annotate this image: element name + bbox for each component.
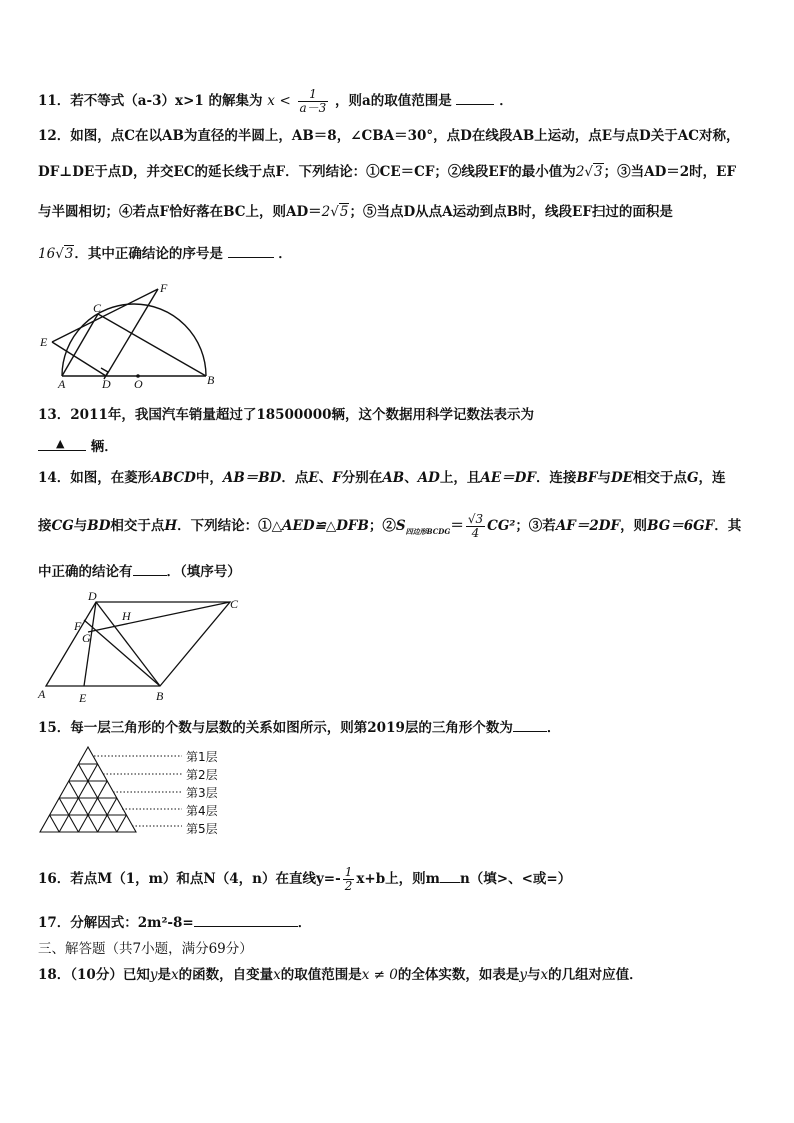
diag-l-4 — [117, 815, 127, 832]
q13-answer-blank[interactable] — [38, 438, 86, 451]
q12-radicand: 3 — [594, 164, 603, 180]
q11-suffix: ，则a的取值范围是 — [335, 93, 452, 109]
q14-answer-blank[interactable] — [133, 563, 167, 576]
q14-BD: BD — [87, 518, 111, 534]
q14-t17: ．其 — [714, 518, 742, 534]
q18-x3: x — [540, 967, 549, 983]
segment-CB — [98, 314, 206, 376]
q14-t9: ，连 — [698, 470, 726, 486]
diag-r-4 — [50, 815, 60, 832]
q14-t3: ．点 — [281, 470, 309, 486]
section-3-heading: 三、解答题（共7小题，满分69分） — [38, 941, 253, 957]
q14-DE: DE — [610, 470, 633, 486]
layer-3-label: 第3层 — [186, 786, 218, 800]
label-A: A — [38, 687, 46, 701]
q18-t5: 的全体实数，如表是 — [397, 967, 520, 983]
q14-line1 — [38, 469, 725, 487]
q14-sep: 、 — [318, 470, 333, 486]
q12-line4 — [38, 245, 292, 263]
q12-sqrt-16root3: 16√3 — [38, 246, 74, 262]
q11-fraction — [298, 88, 329, 115]
question-11 — [38, 88, 513, 115]
q12-radicand2: 5 — [339, 204, 349, 220]
q12-line1: 12．如图，点C在以AB为直径的半圆上，AB＝8，∠CBA＝30°，点D在线段AB上运动，点E与点D关于AC对称， — [38, 128, 740, 144]
q14-t13: ．下列结论：① — [177, 518, 272, 534]
q12-coef: 2 — [575, 164, 585, 180]
q18-t1: 18．（10分）已知 — [38, 967, 150, 983]
q14-rhombus-figure — [36, 590, 246, 706]
q15-text: 15．每一层三角形的个数与层数的关系如图所示，则第2019层的三角形个数为 — [38, 720, 513, 736]
q12-line4-text: ．其中正确结论的序号是 — [74, 246, 223, 262]
outer-triangle — [40, 747, 136, 832]
q12-answer-blank[interactable] — [228, 245, 274, 258]
q14-t2: 中， — [195, 470, 223, 486]
q12-line3 — [38, 203, 673, 221]
question-15 — [38, 719, 560, 737]
q14-t15: ；③若 — [515, 518, 556, 534]
q18-t4: 的取值范围是 — [280, 967, 362, 983]
q12-sqrt-2root5: 2√5 — [321, 204, 349, 220]
q14-t8: 相交于点 — [632, 470, 687, 486]
q16-answer-blank[interactable] — [440, 870, 460, 883]
q16-text-c: n（填>、<或=） — [459, 871, 572, 887]
q14-CG: CG — [51, 518, 74, 534]
q14-E: E — [308, 470, 319, 486]
q14-line3 — [38, 563, 241, 581]
question-16 — [38, 866, 571, 893]
question-18 — [38, 966, 643, 984]
q14-BG-eq-6GF: BG＝6GF — [647, 518, 715, 534]
label-G: G — [82, 631, 91, 645]
q14-t4: 分别在 — [341, 470, 383, 486]
q18-x: x — [170, 967, 179, 983]
q11-lt: < — [279, 93, 291, 109]
q12-radicand3: 3 — [64, 246, 74, 262]
q11-fraction-num: 1 — [298, 88, 329, 102]
label-B: B — [156, 689, 164, 703]
q18-t7: 的几组对应值． — [548, 967, 643, 983]
q14-AD: AD — [417, 470, 440, 486]
q14-t14: ；② — [368, 518, 396, 534]
q14-CG2: CG² — [487, 518, 516, 534]
q18-x2: x — [273, 967, 281, 983]
q17-end: ． — [297, 915, 312, 931]
label-E: E — [40, 335, 48, 349]
q11-x: x — [267, 93, 275, 109]
label-H: H — [122, 609, 131, 623]
q16-text-a: 16．若点M（1，m）和点N（4，n）在直线y=- — [38, 871, 341, 887]
q14-F: F — [332, 470, 342, 486]
q11-answer-blank[interactable] — [456, 92, 494, 105]
q11-end: ． — [499, 93, 513, 109]
q12-semicircle-figure — [36, 280, 236, 392]
q18-t2: 是 — [157, 967, 171, 983]
q13-line2 — [38, 438, 118, 456]
layer-4-label: 第4层 — [186, 804, 218, 818]
q14-AB-eq-BD: AB＝BD — [222, 470, 282, 486]
q14-sep2: 、 — [404, 470, 418, 486]
q18-t6: 与 — [526, 967, 541, 983]
q14-t10: 接 — [38, 518, 52, 534]
q18-t3: 的函数，自变量 — [178, 967, 274, 983]
q14-frac-num: √3 — [467, 512, 484, 526]
layer-1-label: 第1层 — [186, 750, 218, 764]
q12-coef3: 16 — [38, 246, 56, 262]
q14-frac-den: 4 — [471, 526, 480, 540]
label-O: O — [134, 377, 143, 391]
q13-line2-end: 辆． — [90, 439, 118, 455]
q14-t19: ．（填序号） — [166, 564, 241, 580]
layer-5-label: 第5层 — [186, 822, 218, 836]
q14-congruent: △AED≌△DFB — [271, 518, 369, 534]
q14-eq: ＝ — [450, 518, 464, 534]
q14-t7: 与 — [597, 470, 611, 486]
q14-AE-eq-DF: AE＝DF — [480, 470, 536, 486]
q14-t1: 14．如图，在菱形 — [38, 470, 152, 486]
q14-t12: 相交于点 — [110, 518, 165, 534]
q14-S: S — [395, 518, 406, 534]
q14-ABCD: ABCD — [151, 470, 196, 486]
q14-AF-eq-2DF: AF＝2DF — [555, 518, 621, 534]
q13-line1: 13．2011年，我国汽车销量超过了18500000辆，这个数据用科学记数法表示为 — [38, 407, 535, 423]
q12-line3-text: 与半圆相切；④若点F恰好落在BC上，则AD＝ — [38, 204, 322, 220]
q14-t11: 与 — [73, 518, 88, 534]
question-17 — [38, 914, 311, 932]
q12-line2 — [38, 163, 736, 181]
label-B: B — [207, 373, 215, 387]
label-E: E — [79, 691, 87, 705]
q18-y2: y — [519, 967, 527, 983]
q14-BF: BF — [576, 470, 598, 486]
q11-prefix: 11．若不等式（a-3）x>1 的解集为 — [38, 93, 263, 109]
label-D: D — [88, 590, 97, 603]
q17-answer-blank[interactable] — [194, 914, 298, 927]
q13-triangle-marker: ▲ — [56, 437, 65, 450]
q14-t6: ．连接 — [535, 470, 577, 486]
q16-frac-den: 2 — [344, 879, 353, 893]
label-C: C — [93, 301, 102, 315]
q14-AB: AB — [382, 470, 405, 486]
q16-fraction — [343, 866, 355, 893]
q17-text: 17．分解因式：2m²-8= — [38, 915, 194, 931]
segment-AC — [62, 314, 98, 376]
q12-sqrt-2root3: 2√3 — [575, 164, 603, 180]
q12-line3-end: ；⑤当点D从点A运动到点B时，线段EF扫过的面积是 — [349, 204, 673, 220]
label-F: F — [160, 281, 168, 295]
q18-condition: x ≠ 0 — [361, 967, 398, 983]
label-A: A — [58, 377, 66, 391]
q12-line2-text: DF⊥DE于点D，并交EC的延长线于点F．下列结论：①CE＝CF；②线段EF的最小值为 — [38, 164, 576, 180]
q15-answer-blank[interactable] — [513, 719, 547, 732]
q14-G: G — [686, 470, 699, 486]
q12-line4-end: ． — [278, 246, 292, 262]
q14-fraction — [466, 513, 485, 540]
label-C: C — [230, 597, 239, 611]
label-F: F — [74, 619, 82, 633]
q12-coef2: 2 — [321, 204, 331, 220]
q14-S-subscript: 四边形BCDG — [405, 527, 451, 536]
q16-frac-num: 1 — [344, 865, 353, 879]
rhombus-ABCD — [46, 602, 230, 686]
q15-end: ． — [546, 720, 561, 736]
q14-H: H — [164, 518, 178, 534]
q14-t16: ，则 — [620, 518, 648, 534]
q16-text-b: x+b上，则m — [356, 871, 440, 887]
label-D: D — [102, 377, 111, 391]
q18-y: y — [149, 967, 158, 983]
layer-2-label: 第2层 — [186, 768, 218, 782]
q11-fraction-den: a－3 — [299, 101, 327, 115]
q12-line2-end: ；③当AD＝2时，EF — [603, 164, 737, 180]
q14-t5: 上，且 — [439, 470, 481, 486]
q14-t18: 中正确的结论有 — [38, 564, 133, 580]
q14-line2 — [38, 513, 741, 541]
